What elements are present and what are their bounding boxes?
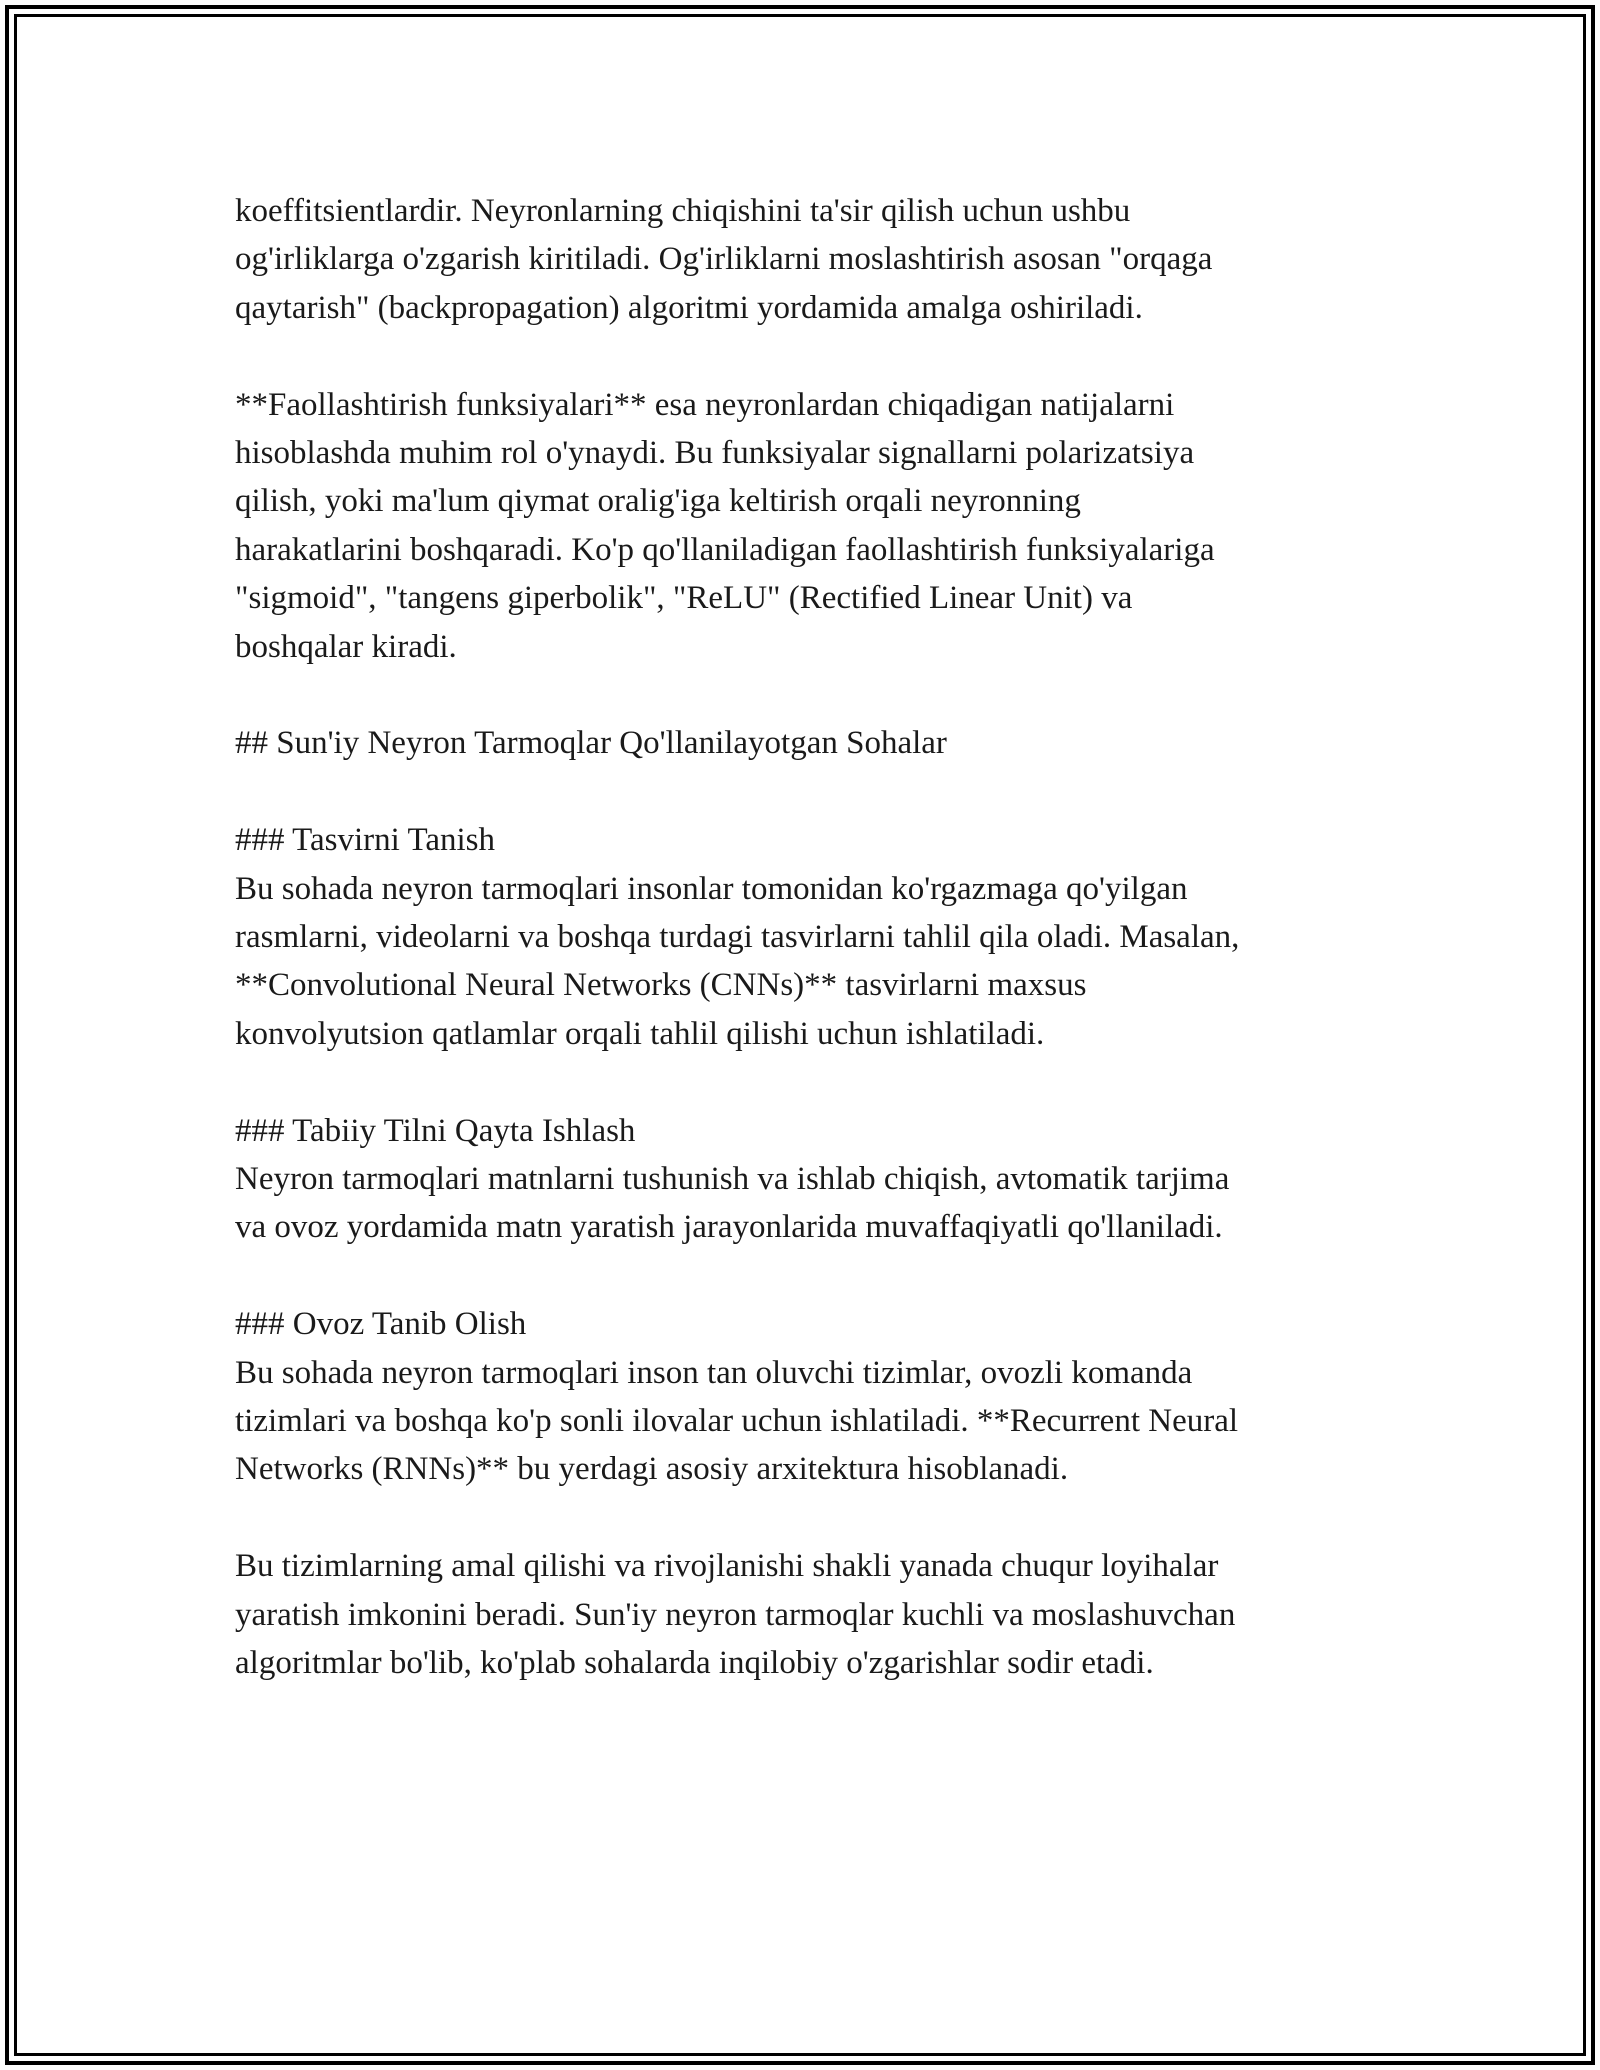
paragraph-spacer — [235, 1058, 1375, 1106]
text-line: Bu sohada neyron tarmoqlari inson tan oluvchi tizimlar, ovozli komanda — [235, 1354, 1193, 1391]
text-line: og'irliklarga o'zgarish kiritiladi. Og'irliklarni moslashtirish asosan "orqaga — [235, 241, 1213, 278]
paragraph-conclusion — [235, 1542, 1375, 1687]
paragraph-spacer — [235, 671, 1375, 719]
subheading-text: ### Tasvirni Tanish — [235, 822, 495, 859]
text-line: konvolyutsion qatlamlar orqali tahlil qilishi uchun ishlatiladi. — [235, 1015, 1045, 1052]
document-body — [235, 187, 1375, 1688]
text-line: qaytarish" (backpropagation) algoritmi yordamida amalga oshiriladi. — [235, 289, 1143, 326]
paragraph-weights — [235, 187, 1375, 332]
text-line: Bu tizimlarning amal qilishi va rivojlanishi shakli yanada chuqur loyihalar — [235, 1548, 1219, 1585]
text-line: Bu sohada neyron tarmoqlari insonlar tomonidan ko'rgazmaga qo'yilgan — [235, 870, 1188, 907]
text-line: yaratish imkonini beradi. Sun'iy neyron tarmoqlar kuchli va moslashuvchan — [235, 1596, 1236, 1633]
paragraph-spacer — [235, 332, 1375, 380]
text-line: va ovoz yordamida matn yaratish jarayonlarida muvaffaqiyatli qo'llaniladi. — [235, 1209, 1223, 1246]
heading-text: ## Sun'iy Neyron Tarmoqlar Qo'llanilayotgan Sohalar — [235, 725, 947, 762]
subsection-nlp — [235, 1107, 1375, 1252]
text-line: tizimlari va boshqa ko'p sonli ilovalar uchun ishlatiladi. **Recurrent Neural — [235, 1403, 1239, 1440]
text-line: **Faollashtirish funksiyalari** esa neyronlardan chiqadigan natijalarni — [235, 386, 1175, 423]
paragraph-activation-functions — [235, 381, 1375, 671]
text-line: qilish, yoki ma'lum qiymat oralig'iga keltirish orqali neyronning — [235, 483, 1081, 520]
subheading-text: ### Tabiiy Tilni Qayta Ishlash — [235, 1112, 636, 1149]
subheading-text: ### Ovoz Tanib Olish — [235, 1306, 527, 1343]
text-line: "sigmoid", "tangens giperbolik", "ReLU" (Rectified Linear Unit) va — [235, 580, 1133, 617]
subsection-speech-recognition — [235, 1300, 1375, 1494]
text-line: boshqalar kiradi. — [235, 628, 457, 665]
text-line: Networks (RNNs)** bu yerdagi asosiy arxitektura hisoblanadi. — [235, 1451, 1069, 1488]
text-line: **Convolutional Neural Networks (CNNs)** tasvirlarni maxsus — [235, 967, 1087, 1004]
text-line: rasmlarni, videolarni va boshqa turdagi tasvirlarni tahlil qila oladi. Masalan, — [235, 919, 1240, 956]
text-line: Neyron tarmoqlari matnlarni tushunish va ishlab chiqish, avtomatik tarjima — [235, 1161, 1230, 1198]
text-line: algoritmlar bo'lib, ko'plab sohalarda inqilobiy o'zgarishlar sodir etadi. — [235, 1645, 1154, 1682]
paragraph-spacer — [235, 768, 1375, 816]
paragraph-spacer — [235, 1252, 1375, 1300]
paragraph-spacer — [235, 1494, 1375, 1542]
text-line: harakatlarini boshqaradi. Ko'p qo'llaniladigan faollashtirish funksiyalariga — [235, 531, 1215, 568]
section-heading — [235, 719, 1375, 767]
text-line: koeffitsientlardir. Neyronlarning chiqishini ta'sir qilish uchun ushbu — [235, 193, 1131, 229]
text-line: hisoblashda muhim rol o'ynaydi. Bu funksiyalar signallarni polarizatsiya — [235, 435, 1195, 472]
subsection-image-recognition — [235, 816, 1375, 1058]
